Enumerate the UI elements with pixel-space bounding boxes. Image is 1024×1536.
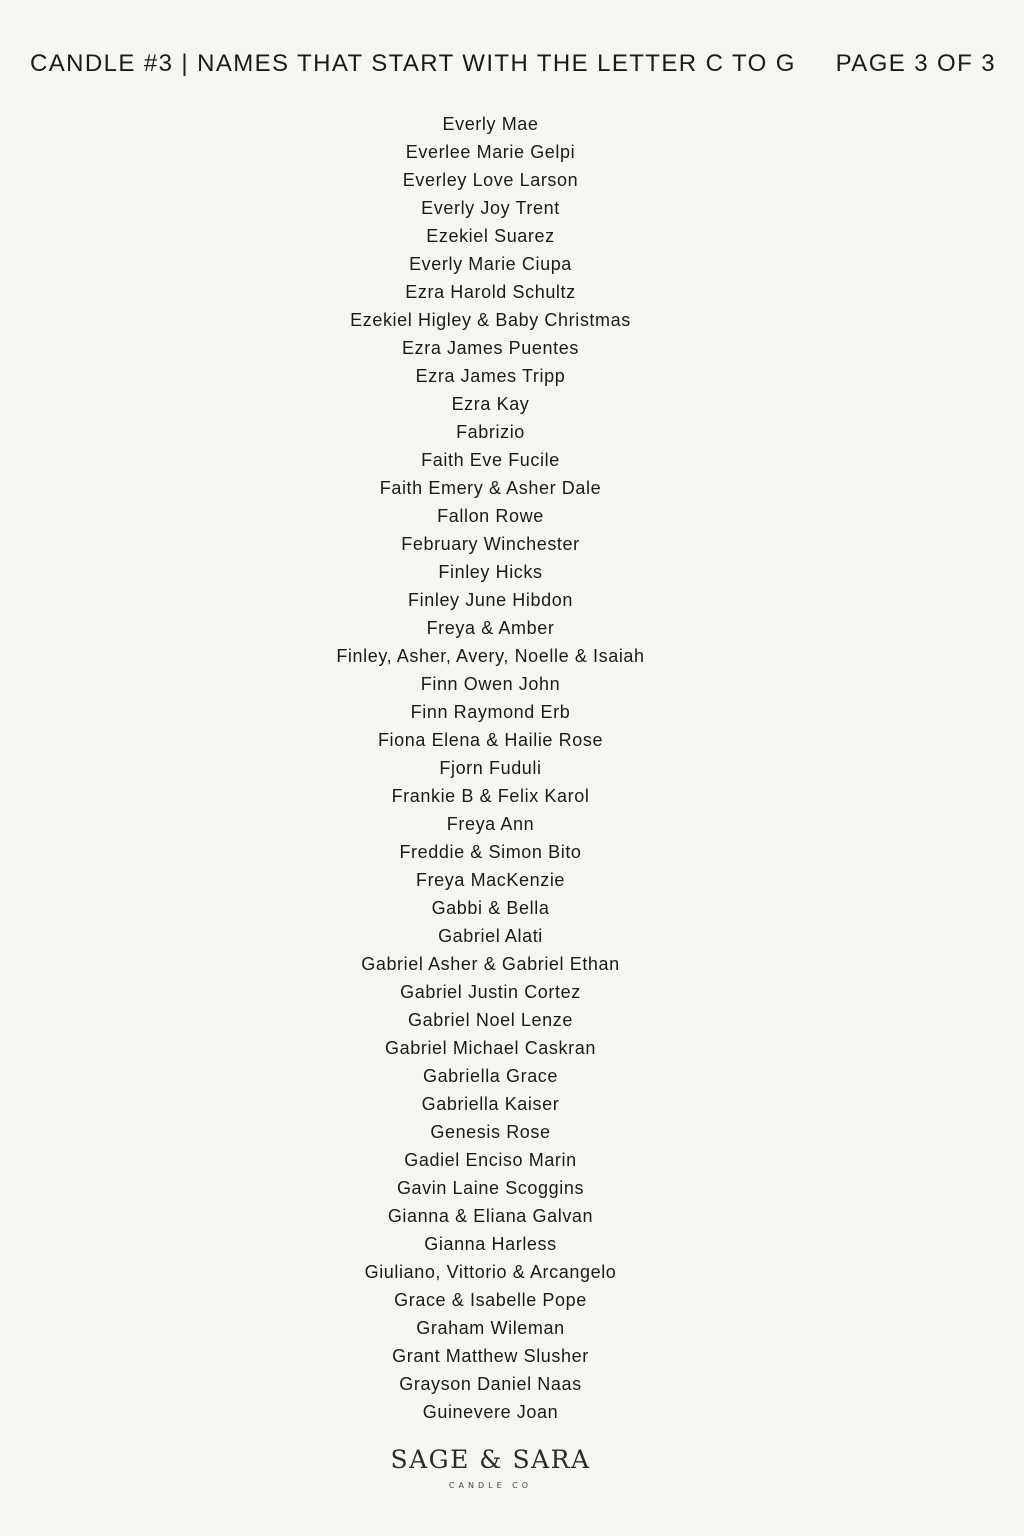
page-indicator: PAGE 3 OF 3	[835, 50, 996, 77]
name-item: Fabrizio	[456, 422, 525, 442]
name-item: Gabriel Michael Caskran	[385, 1038, 596, 1058]
name-item: Graham Wileman	[416, 1318, 565, 1338]
name-item: Faith Eve Fucile	[421, 450, 560, 470]
logo-wordmark: SAGE & SARA	[390, 1445, 591, 1474]
name-item: Finley, Asher, Avery, Noelle & Isaiah	[336, 646, 645, 666]
name-item: Gabriel Noel Lenze	[408, 1010, 573, 1030]
name-item: February Winchester	[401, 534, 580, 554]
name-item: Ezra James Tripp	[415, 366, 566, 386]
name-item: Frankie B & Felix Karol	[391, 786, 590, 806]
name-item: Ezra Harold Schultz	[405, 282, 576, 302]
name-item: Grace & Isabelle Pope	[394, 1290, 587, 1310]
name-item: Ezekiel Higley & Baby Christmas	[350, 310, 631, 330]
page-title: CANDLE #3 | NAMES THAT START WITH THE LETTER C TO G	[30, 50, 796, 77]
name-item: Fjorn Fuduli	[439, 758, 542, 778]
name-item: Fallon Rowe	[437, 506, 544, 526]
name-item: Finley Hicks	[438, 562, 543, 582]
name-item: Guinevere Joan	[422, 1402, 559, 1422]
name-item: Everly Mae	[442, 114, 539, 134]
logo-subtitle: CANDLE CO	[448, 1481, 533, 1490]
name-item: Grayson Daniel Naas	[399, 1374, 582, 1394]
name-item: Everly Joy Trent	[421, 198, 560, 218]
name-item: Finley June Hibdon	[408, 590, 573, 610]
name-item: Ezra James Puentes	[402, 338, 579, 358]
name-item: Gabriel Asher & Gabriel Ethan	[361, 954, 620, 974]
name-item: Finn Owen John	[420, 674, 561, 694]
names-list	[0, 110, 981, 1426]
name-item: Everlee Marie Gelpi	[405, 142, 576, 162]
name-item: Gianna Harless	[424, 1234, 557, 1254]
name-item: Genesis Rose	[430, 1122, 551, 1142]
name-item: Ezekiel Suarez	[426, 226, 555, 246]
name-item: Freya MacKenzie	[415, 870, 566, 890]
brand-logo	[0, 1443, 981, 1492]
name-item: Gadiel Enciso Marin	[404, 1150, 577, 1170]
name-item: Grant Matthew Slusher	[392, 1346, 589, 1366]
name-item: Gabriel Justin Cortez	[400, 982, 581, 1002]
name-item: Gabriella Grace	[422, 1066, 559, 1086]
name-item: Gabriel Alati	[438, 926, 543, 946]
name-item: Fiona Elena & Hailie Rose	[377, 730, 604, 750]
name-item: Gabriella Kaiser	[421, 1094, 560, 1114]
name-item: Freya & Amber	[426, 618, 555, 638]
name-item: Freddie & Simon Bito	[399, 842, 582, 862]
name-item: Finn Raymond Erb	[410, 702, 571, 722]
name-item: Giuliano, Vittorio & Arcangelo	[364, 1262, 617, 1282]
name-item: Everly Marie Ciupa	[409, 254, 572, 274]
name-item: Gianna & Eliana Galvan	[387, 1206, 594, 1226]
page-header	[30, 48, 996, 80]
name-item: Ezra Kay	[451, 394, 530, 414]
name-item: Freya Ann	[446, 814, 535, 834]
name-item: Gavin Laine Scoggins	[396, 1178, 585, 1198]
name-item: Gabbi & Bella	[431, 898, 550, 918]
name-item: Everley Love Larson	[402, 170, 579, 190]
name-item: Faith Emery & Asher Dale	[379, 478, 602, 498]
